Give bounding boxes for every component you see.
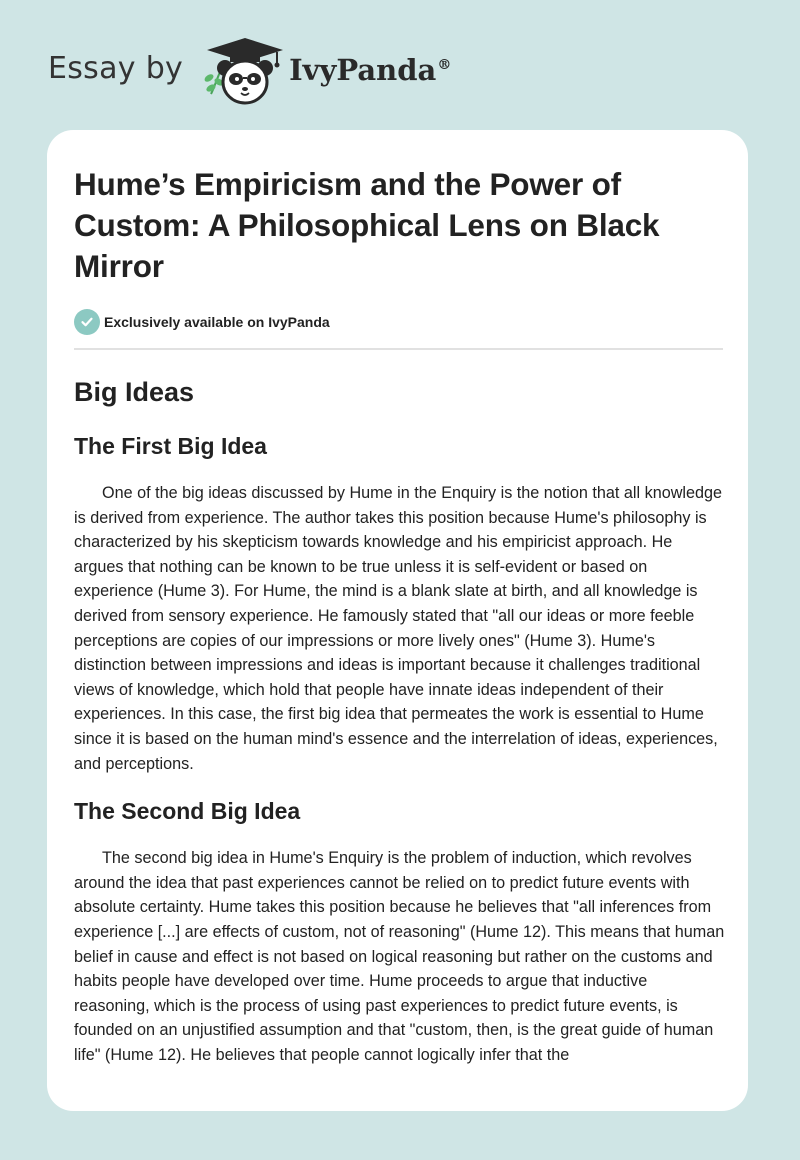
panda-graduate-icon[interactable]	[197, 34, 287, 108]
paragraph-first: One of the big ideas discussed by Hume in the Enquiry is the notion that all knowledge is derived from experience. The author takes this position because Hume's philosophy is characterized by his skepticism towards knowledge and his empiricist approach. He argues that nothing can be known to be true unless it is self-evident or based on experience (Hume 3). For Hume, the mind is a blank slate at birth, and all knowledge is derived from sensory experience. He famously stated that "all our ideas or more feeble perceptions are copies of our impressions or more lively ones" (Hume 3). Hume's distinction between impressions and ideas is important because it challenges traditional views of knowledge, which hold that people have innate ideas independent of their experiences. In this case, the first big idea that permeates the work is essential to Hume since it is based on the human mind's essence and the interrelation of ideas, experiences, and perceptions.	[74, 484, 722, 773]
essay-card	[47, 130, 748, 1111]
check-circle-icon	[74, 309, 100, 335]
paragraph-second: The second big idea in Hume's Enquiry is the problem of induction, which revolves around the idea that past experiences cannot be relied on to predict future events with absolute certainty. Hume takes this position because he believes that "all inferences from experience [...] are effects of custom, not of reasoning" (Hume 12). This means that human belief in cause and effect is not based on logical reasoning but rather on the customs and habits people have developed over time. Hume proceeds to argue that inductive reasoning, which is the process of using past experiences to predict future events, is founded on an unjustified assumption and that "custom, then, is the great guide of human life" (Hume 12). He believes that people cannot logically infer that the	[74, 849, 725, 1064]
subsection-heading-second: The Second Big Idea	[74, 798, 301, 825]
essay-by-label: Essay by	[48, 50, 184, 86]
availability-badge	[74, 308, 722, 336]
availability-text: Exclusively available on IvyPanda	[104, 314, 330, 330]
divider	[74, 348, 723, 350]
registered-mark: ®	[437, 57, 452, 74]
section-heading: Big Ideas	[74, 377, 195, 407]
brand-name[interactable]	[289, 53, 451, 87]
site-header	[48, 34, 451, 108]
subsection-heading-first: The First Big Idea	[74, 433, 267, 459]
brand-name-text: IvyPanda	[289, 53, 437, 87]
essay-title: Hume’s Empiricism and the Power of Custom: A Philosophical Lens on Black Mirror	[74, 166, 660, 284]
